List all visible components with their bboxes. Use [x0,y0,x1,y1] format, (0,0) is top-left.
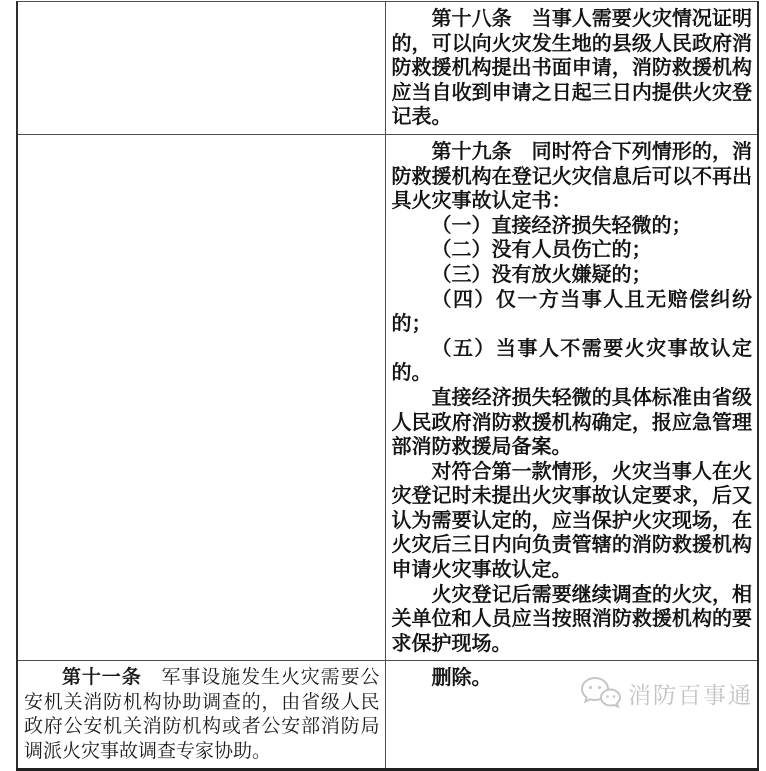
paragraph: 第十九条 同时符合下列情形的，消防救援机构在登记火灾信息后可以不再出具火灾事故认定书： [391,140,752,213]
wechat-bubbles-icon [579,675,623,711]
article-body: 军事设施发生火灾需要公安机关消防机构协助调查的，由省级人民政府公安机关消防机构或者公安部消防局调派火灾事故调查专家协助。 [24,667,380,762]
comparison-table [16,1,759,771]
watermark [579,675,753,711]
revised-cell-article-19 [385,134,758,660]
table-row [17,2,758,135]
article-number: 第十一条 [62,667,142,689]
paragraph: 第十八条 当事人需要火灾情况证明的，可以向火灾发生地的县级人民政府消防救援机构提出书面申请，消防救援机构应当自收到申请之日起三日内提供火灾登记表。 [391,8,752,129]
original-cell-article-11 [17,661,385,770]
list-item: （三）没有放火嫌疑的； [431,263,652,286]
table-row [17,134,758,660]
original-cell-empty [17,134,385,660]
revised-cell-article-18 [385,2,758,135]
watermark-label: 消防百事通 [628,681,753,708]
list-item: （二）没有人员伤亡的； [431,239,652,262]
paragraph: 删除。 [431,667,492,690]
paragraph [24,666,380,764]
paragraph: 直接经济损失轻微的具体标准由省级人民政府消防救援机构确定，报应急管理部消防救援局备案。 [391,386,752,459]
paragraph: 对符合第一款情形，火灾当事人在火灾登记时未提出火灾事故认定要求，后又认为需要认定的，应当保护火灾现场，在火灾后三日内向负责管辖的消防救援机构申请火灾事故认定。 [391,460,752,582]
list-item: （四）仅一方当事人且无赔偿纠纷的； [391,288,752,336]
list-item: （五）当事人不需要火灾事故认定的。 [391,337,752,385]
list-item: （一）直接经济损失轻微的； [431,214,692,237]
original-cell-empty [17,2,385,135]
paragraph: 火灾登记后需要继续调查的火灾，相关单位和人员应当按照消防救援机构的要求保护现场。 [391,583,752,655]
